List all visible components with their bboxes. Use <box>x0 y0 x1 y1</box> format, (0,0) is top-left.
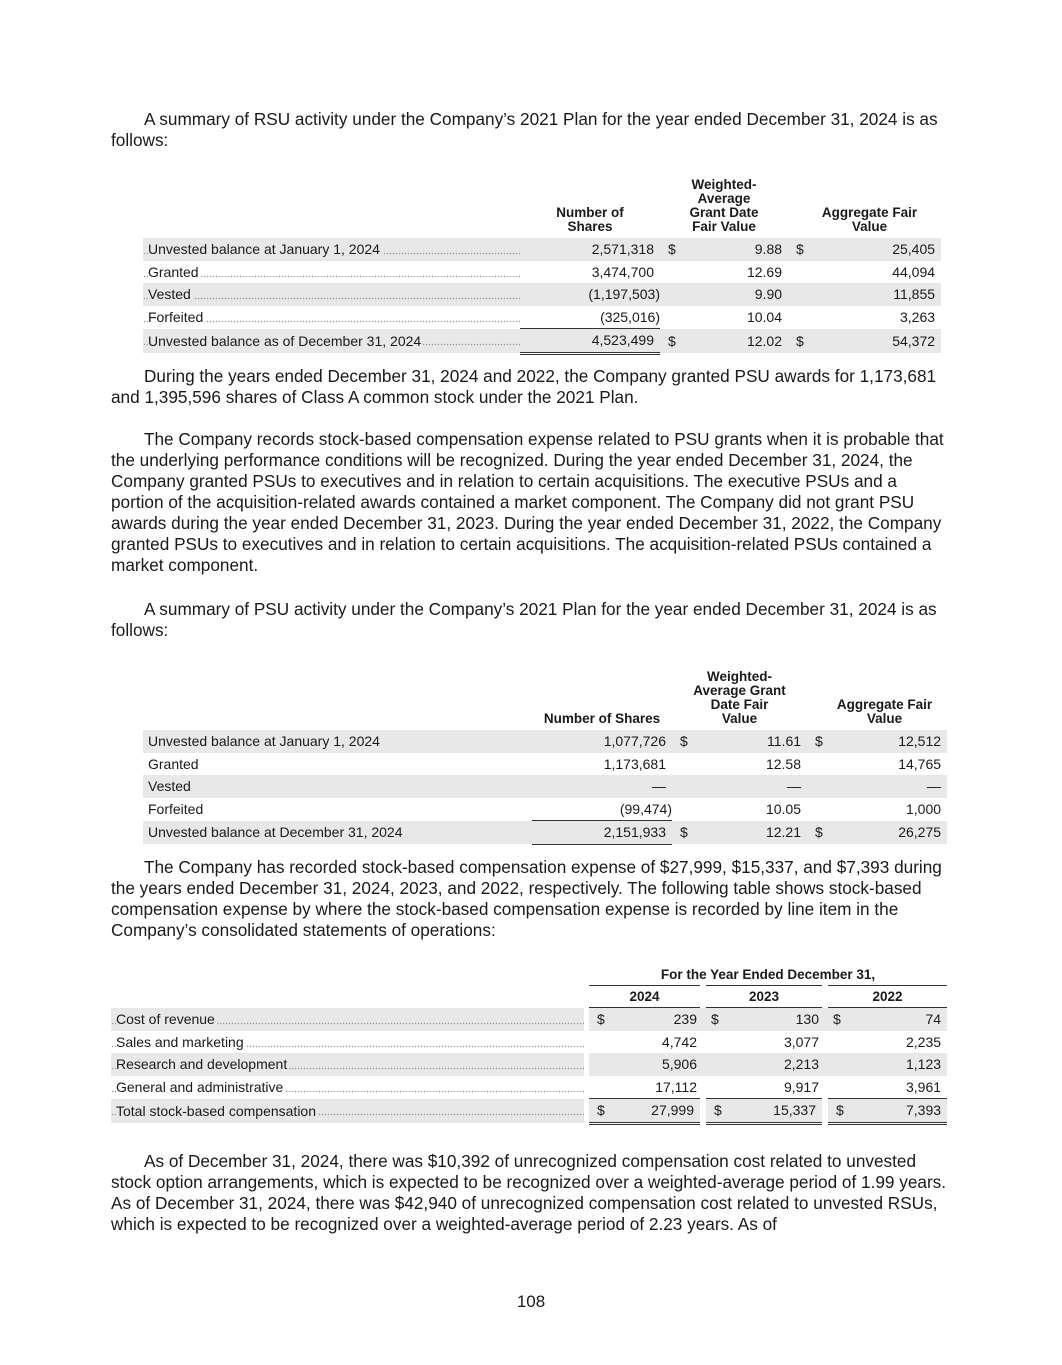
year-header-2023: 2023 <box>703 986 825 1008</box>
page-number: 108 <box>516 1292 546 1311</box>
value-2024: 4,742 <box>661 1033 697 1050</box>
value-2022: 1,123 <box>847 1053 947 1076</box>
psu-header-price: Weighted-Average Grant Date Fair Value <box>693 669 786 726</box>
table-row <box>111 1053 947 1076</box>
currency-symbol <box>807 753 832 776</box>
psu-intro-text: A summary of PSU activity under the Company’s 2021 Plan for the year ended December 31, 2024 is as follows: <box>111 599 937 640</box>
table-row <box>111 1076 947 1099</box>
table-row <box>111 1099 947 1124</box>
currency-symbol <box>589 1076 611 1099</box>
aggregate-cell: 26,275 <box>832 821 947 845</box>
price-cell: — <box>697 775 807 798</box>
row-label: Unvested balance as of December 31, 2024 <box>148 332 422 349</box>
psu-header-aggregate: Aggregate Fair Value <box>836 697 933 726</box>
value-2023: 130 <box>725 1008 825 1031</box>
unrecognized-cost-text: As of December 31, 2024, there was $10,392 of unrecognized compensation cost related to unvested stock option arrangements, which is expected to be recognized over a weighted-average period of 1.99 years. As of December 31, 2024, there was $42,940 of unrecognized compensation cost related to unvested RSUs, which is expected to be recognized over a weighted-average period of 2.23 years. As of <box>111 1151 947 1234</box>
psu-header-shares: Number of Shares <box>543 711 661 726</box>
table-row <box>143 821 947 845</box>
table-row <box>143 306 941 329</box>
currency-symbol <box>825 1053 847 1076</box>
value-2022: 3,961 <box>905 1078 942 1095</box>
table-row <box>111 1008 947 1031</box>
psu-intro-paragraph <box>111 599 949 641</box>
psu-expense-text: The Company records stock-based compensation expense related to PSU grants when it is probable that the underlying performance conditions will be recognized. During the year ended December 31, 2024, the Company granted PSUs to executives and in relation to certain acquisitions. The executive PSUs and a portion of the acquisition-related awards contained a market component. The Company did not grant PSU awards during the year ended December 31, 2023. During the year ended December 31, 2022, the Company granted PSUs to executives and in relation to certain acquisitions. The acquisition-related PSUs contained a market component. <box>111 429 944 575</box>
psu-activity-table <box>143 670 947 845</box>
currency-symbol <box>672 753 697 776</box>
currency-symbol <box>825 1031 847 1054</box>
currency-symbol: $ <box>589 1099 611 1124</box>
price-cell: 12.69 <box>746 263 783 280</box>
currency-symbol <box>589 1053 611 1076</box>
shares-cell: (1,197,503) <box>520 283 660 306</box>
row-label: Granted <box>148 263 199 280</box>
aggregate-cell: 14,765 <box>898 755 942 772</box>
value-2024: 239 <box>611 1008 703 1031</box>
currency-symbol <box>788 306 813 329</box>
table-row <box>143 753 947 776</box>
aggregate-cell: 1,000 <box>905 801 942 817</box>
currency-symbol <box>672 775 697 798</box>
currency-symbol: $ <box>825 1008 847 1031</box>
shares-cell: (99,474) <box>532 798 672 821</box>
row-label: Forfeited <box>148 801 204 817</box>
aggregate-cell: 3,263 <box>899 309 936 325</box>
rsu-header-aggregate: Aggregate Fair Value <box>821 205 918 234</box>
value-2023: 9,917 <box>783 1078 819 1095</box>
table-row <box>111 1031 947 1054</box>
row-label: Unvested balance at January 1, 2024 <box>143 730 532 753</box>
rsu-header-shares: Number of Shares <box>556 205 624 234</box>
price-cell: 12.21 <box>697 821 807 845</box>
row-label: Research and development <box>116 1056 288 1073</box>
row-label: Unvested balance at January 1, 2024 <box>148 241 380 258</box>
currency-symbol <box>660 283 685 306</box>
price-cell: 12.58 <box>765 755 802 772</box>
price-cell: 10.05 <box>765 801 802 817</box>
price-cell: 9.90 <box>685 283 788 306</box>
price-cell: 12.02 <box>685 329 788 354</box>
currency-symbol: $ <box>825 1099 847 1124</box>
psu-grants-paragraph <box>111 366 949 408</box>
row-label: Vested <box>148 286 191 303</box>
total-2024: 27,999 <box>611 1099 703 1124</box>
shares-total-cell: 2,151,933 <box>532 821 672 845</box>
currency-symbol: $ <box>788 238 813 261</box>
currency-symbol <box>825 1076 847 1099</box>
year-header-2022: 2022 <box>825 986 947 1008</box>
table-row <box>143 283 941 306</box>
currency-symbol: $ <box>672 821 697 845</box>
row-label: Vested <box>143 775 532 798</box>
shares-cell: 2,571,318 <box>520 238 660 261</box>
shares-cell: — <box>532 775 672 798</box>
aggregate-cell: — <box>832 775 947 798</box>
table-row <box>143 261 941 284</box>
psu-grants-text: During the years ended December 31, 2024 and 2022, the Company granted PSU awards for 1,173,681 and 1,395,596 shares of Class A common stock under the 2021 Plan. <box>111 366 937 407</box>
currency-symbol <box>703 1031 725 1054</box>
table-row <box>143 798 947 821</box>
rsu-activity-table <box>143 178 941 355</box>
currency-symbol: $ <box>788 329 813 354</box>
value-2024: 17,112 <box>655 1078 697 1095</box>
row-label: General and administrative <box>116 1079 284 1095</box>
table-row <box>143 238 941 261</box>
currency-symbol <box>589 1031 611 1054</box>
currency-symbol: $ <box>589 1008 611 1031</box>
currency-symbol <box>672 798 697 821</box>
currency-symbol <box>788 261 813 284</box>
aggregate-cell: 11,855 <box>813 283 941 306</box>
currency-symbol: $ <box>807 821 832 845</box>
value-2022: 2,235 <box>905 1033 942 1050</box>
row-label: Total stock-based compensation <box>116 1102 316 1119</box>
currency-symbol <box>807 798 832 821</box>
currency-symbol <box>788 283 813 306</box>
currency-symbol: $ <box>807 730 832 753</box>
table-row <box>143 329 941 354</box>
rsu-intro-text: A summary of RSU activity under the Company’s 2021 Plan for the year ended December 31, 2024 is as follows: <box>111 109 938 150</box>
row-label: Granted <box>148 755 199 772</box>
table-row <box>143 775 947 798</box>
currency-symbol <box>807 775 832 798</box>
currency-symbol: $ <box>703 1099 725 1124</box>
sbc-intro-paragraph <box>111 857 949 941</box>
total-2023: 15,337 <box>725 1099 825 1124</box>
row-label: Unvested balance at December 31, 2024 <box>143 821 532 845</box>
value-2023: 3,077 <box>783 1033 819 1050</box>
sbc-group-header: For the Year Ended December 31, <box>589 968 947 986</box>
sbc-intro-text: The Company has recorded stock-based compensation expense of $27,999, $15,337, and $7,393 during the years ended December 31, 2024, 2023, and 2022, respectively. The following table shows stock-based compensation expense by where the stock-based compensation expense is recorded by line item in the Company’s consolidated statements of operations: <box>111 857 942 940</box>
currency-symbol <box>660 306 685 329</box>
row-label: Sales and marketing <box>116 1033 244 1050</box>
sbc-by-line-item-table <box>111 968 947 1125</box>
total-2022: 7,393 <box>847 1099 947 1124</box>
aggregate-cell: 54,372 <box>813 329 941 354</box>
price-cell: 9.88 <box>685 238 788 261</box>
currency-symbol: $ <box>703 1008 725 1031</box>
price-cell: 11.61 <box>697 730 807 753</box>
currency-symbol <box>660 261 685 284</box>
row-label: Cost of revenue <box>116 1011 215 1027</box>
currency-symbol: $ <box>660 329 685 354</box>
table-row <box>143 730 947 753</box>
shares-cell: 1,077,726 <box>532 730 672 753</box>
year-header-2024: 2024 <box>589 986 703 1008</box>
shares-cell: 3,474,700 <box>591 263 654 280</box>
row-label: Forfeited <box>148 309 204 325</box>
currency-symbol <box>703 1076 725 1099</box>
currency-symbol <box>703 1053 725 1076</box>
shares-cell: 1,173,681 <box>603 755 666 772</box>
psu-expense-paragraph <box>111 429 949 576</box>
value-2022: 74 <box>847 1008 947 1031</box>
rsu-intro-paragraph <box>111 109 949 151</box>
value-2024: 5,906 <box>611 1053 703 1076</box>
shares-total-cell: 4,523,499 <box>520 329 660 354</box>
price-cell: 10.04 <box>746 309 783 325</box>
value-2023: 2,213 <box>725 1053 825 1076</box>
currency-symbol: $ <box>672 730 697 753</box>
aggregate-cell: 25,405 <box>813 238 941 261</box>
aggregate-cell: 44,094 <box>892 263 936 280</box>
unrecognized-cost-paragraph <box>111 1151 949 1235</box>
currency-symbol: $ <box>660 238 685 261</box>
aggregate-cell: 12,512 <box>832 730 947 753</box>
rsu-header-price: Weighted-Average Grant Date Fair Value <box>689 177 759 234</box>
shares-cell: (325,016) <box>520 306 660 329</box>
